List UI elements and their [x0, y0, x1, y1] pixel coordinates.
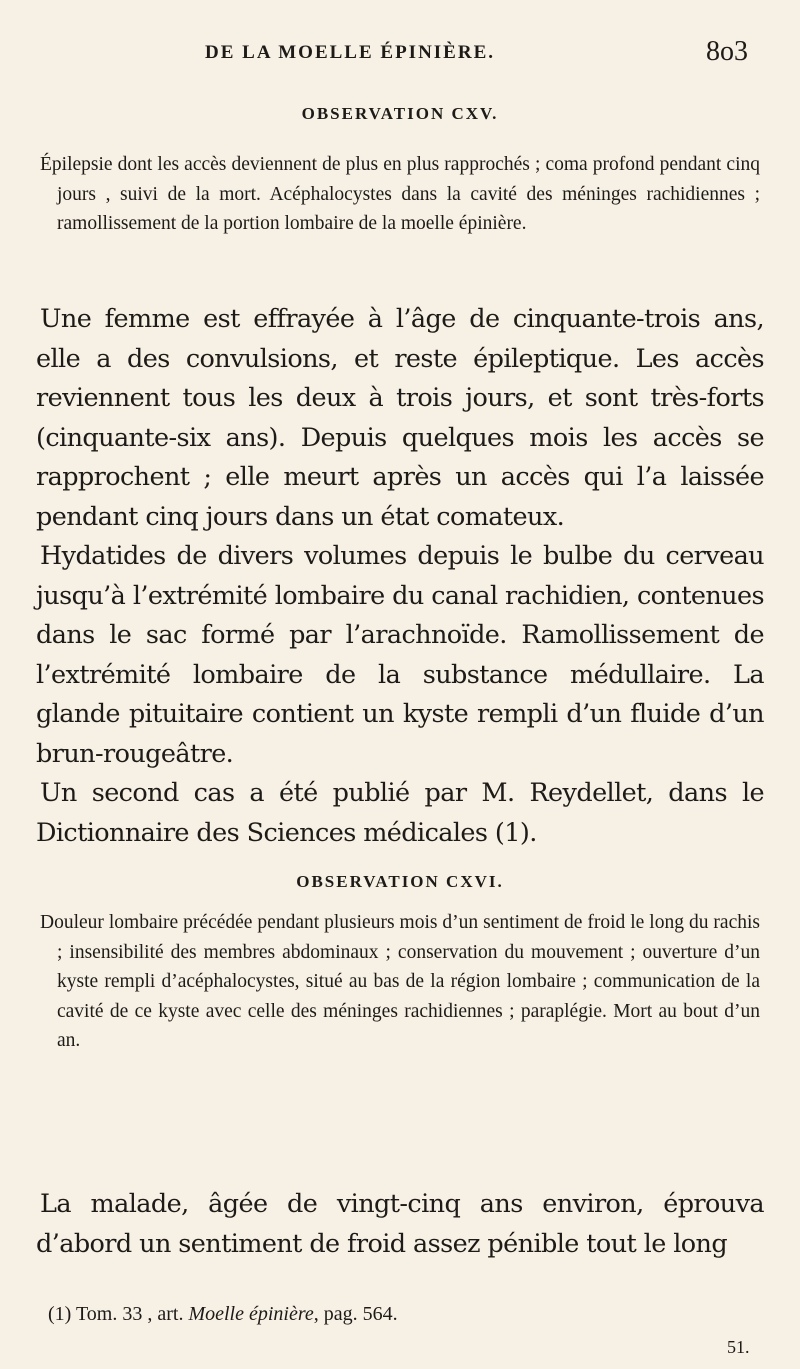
body-paragraph: Une femme est effrayée à l’âge de cinquante-trois ans, elle a des convulsions, et reste épileptique. Les accès reviennent tous les deux à trois jours, et sont très-forts (cinquante-six ans). Depuis quelques mois les accès se rapprochent ; elle meurt après un accès qui l’a laissée pendant cinq jours dans un état comateux. [36, 304, 764, 532]
footnote-title: Moelle épinière [188, 1303, 314, 1325]
observation-116-title: OBSERVATION CXVI. [296, 872, 504, 891]
footnote-page: , pag. 564. [313, 1303, 398, 1325]
page-header [0, 36, 800, 76]
footnote [48, 1303, 398, 1326]
body-paragraph: Un second cas a été publié par M. Reydellet, dans le Dictionnaire des Sciences médicales (1). [36, 778, 764, 848]
summary-text: Épilepsie dont les accès deviennent de plus en plus rapprochés ; coma profond pendant cinq jours , suivi de la mort. Acéphalocystes dans la cavité des méninges rachidiennes ; ramollissement de la portion lombaire de la moelle épinière. [40, 154, 760, 234]
observation-115-summary [40, 150, 760, 239]
page-number: 8o3 [706, 36, 748, 67]
observation-115-title: OBSERVATION CXV. [301, 104, 499, 123]
body-paragraph: Hydatides de divers volumes depuis le bulbe du cerveau jusqu’à l’extrémité lombaire du canal rachidien, contenues dans le sac formé par l’arachnoïde. Ramollissement de l’extrémité lombaire de la substance médullaire. La glande pituitaire contient un kyste rempli d’un fluide d’un brun-rougeâtre. [36, 541, 764, 769]
footnote-text: Tom. 33 , art. [75, 1303, 184, 1325]
body-paragraph: La malade, âgée de vingt-cinq ans environ, éprouva d’abord un sentiment de froid assez pénible tout le long [36, 1189, 764, 1259]
footnote-marker: (1) [48, 1303, 72, 1325]
observation-115-body [36, 300, 764, 853]
summary-text: Douleur lombaire précédée pendant plusieurs mois d’un sentiment de froid le long du rachis ; insensibilité des membres abdominaux ; conservation du mouvement ; ouverture d’un kyste rempli d’acéphalocystes, situé au bas de la région lombaire ; communication de la cavité de ce kyste avec celle des méninges rachidiennes ; paraplégie. Mort au bout d’un an. [40, 912, 760, 1051]
observation-116-body [36, 1185, 764, 1264]
running-title: DE LA MOELLE ÉPINIÈRE. [205, 42, 495, 63]
signature-mark: 51. [727, 1337, 750, 1357]
observation-116-summary [40, 908, 760, 1056]
